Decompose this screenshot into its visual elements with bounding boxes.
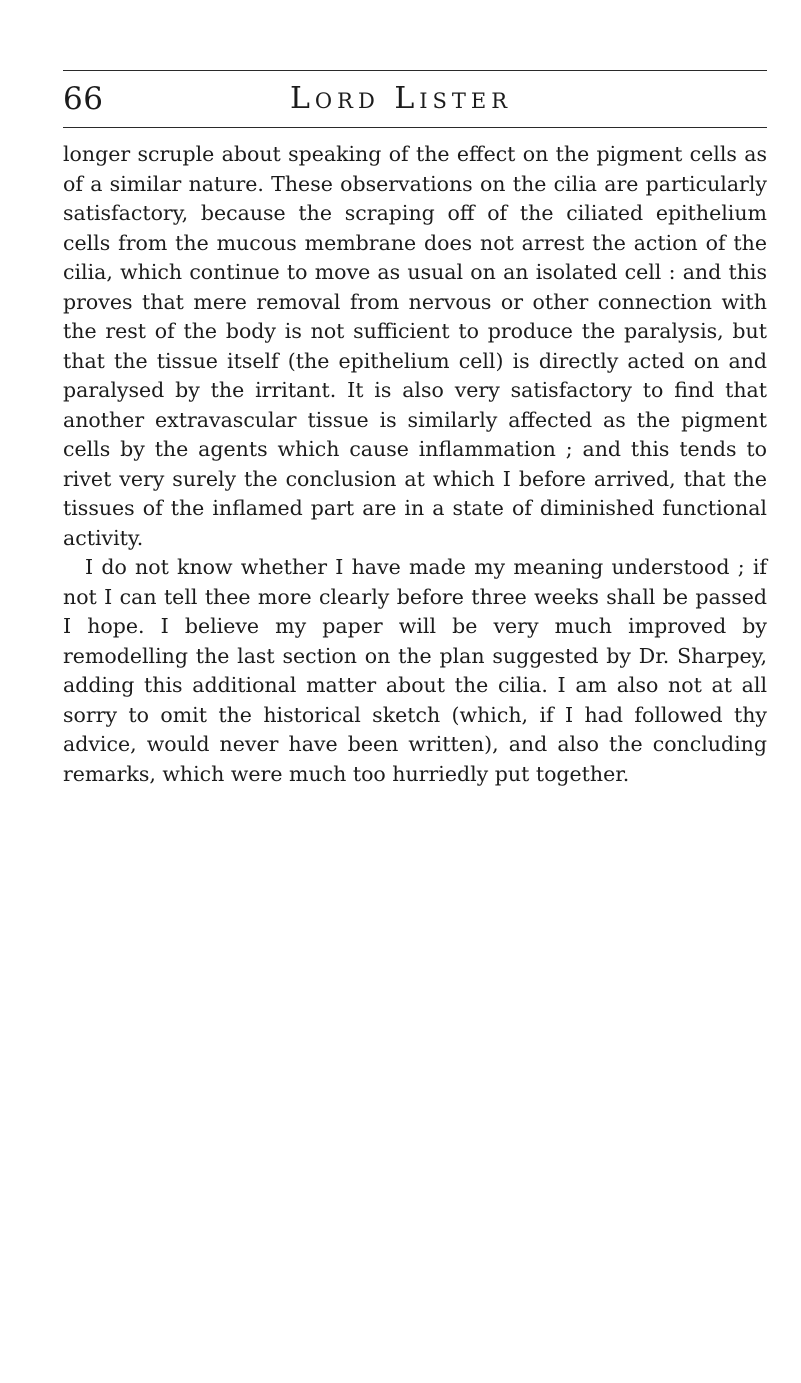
header-top-rule	[63, 70, 767, 71]
body-text	[63, 140, 767, 789]
header-bottom-rule	[63, 127, 767, 128]
page-header	[63, 76, 767, 122]
paragraph: I do not know whether I have made my meaning understood ; if not I can tell thee more clearly before three weeks shall be passed I hope. I believe my paper will be very much improved by remodelling the last section on the plan suggested by Dr. Sharpey, adding this additional matter about the cilia. I am also not at all sorry to omit the historical sketch (which, if I had followed thy advice, would never have been written), and also the concluding remarks, which were much too hurriedly put together.	[63, 555, 767, 786]
paragraph-continued: longer scruple about speaking of the effect on the pigment cells as of a similar nature. These observations on the cilia are particularly satisfactory, because the scraping off of the ciliated epithelium cells from the mucous membrane does not arrest the action of the cilia, which continue to move as usual on an isolated cell : and this proves that mere removal from nervous or other connection with the rest of the body is not sufficient to produce the paralysis, but that the tissue itself (the epithelium cell) is directly acted on and paralysed by the irritant. It is also very satisfactory to find that another extravascular tissue is similarly affected as the pigment cells by the agents which cause inflammation ; and this tends to rivet very surely the conclusion at which I before arrived, that the tissues of the inflamed part are in a state of diminished functional activity.	[63, 142, 767, 550]
running-head: Lord Lister	[290, 81, 513, 116]
page-number: 66	[63, 81, 104, 117]
